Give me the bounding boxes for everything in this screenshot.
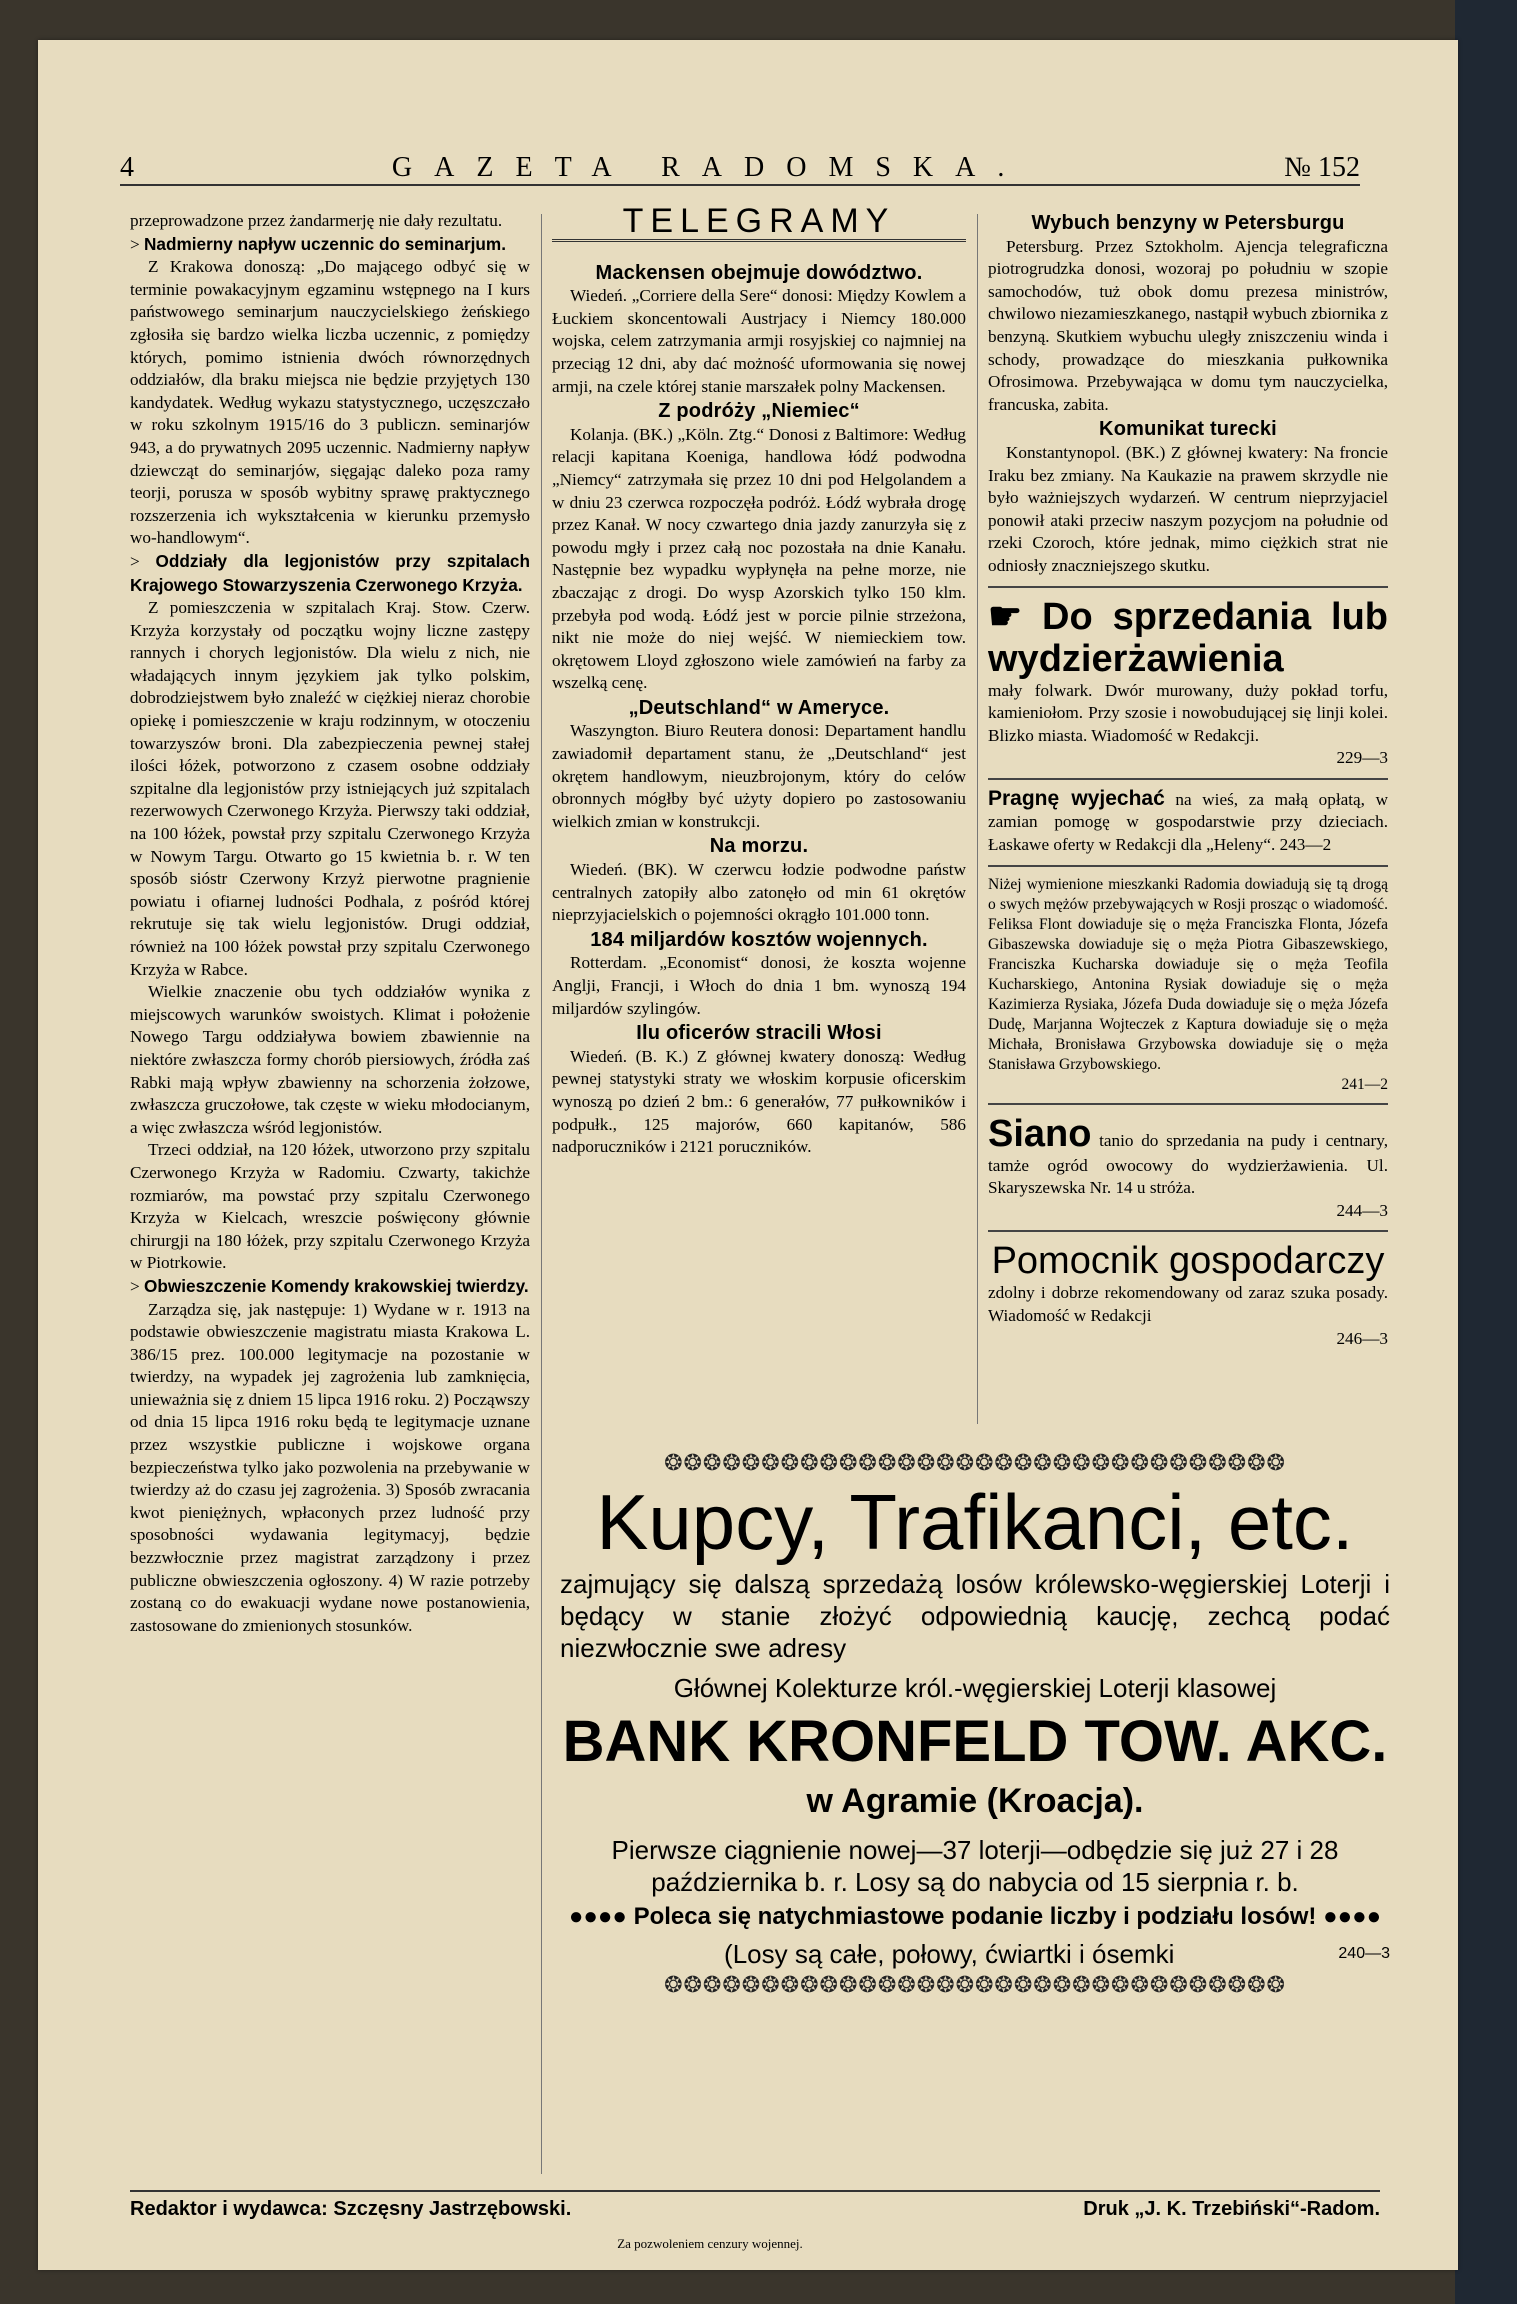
column-2 bbox=[552, 202, 966, 1159]
ornament-icon: ●●●● bbox=[568, 1903, 634, 1930]
ornament-border: ❂❂❂❂❂❂❂❂❂❂❂❂❂❂❂❂❂❂❂❂❂❂❂❂❂❂❂❂❂❂❂❂ bbox=[664, 1972, 1286, 1997]
ad-title: ☛ Do sprzedania lub wydzierżawienia bbox=[988, 595, 1388, 680]
ad-text: Niżej wymienione mieszkanki Radomia dowiadują się tą drogą o swych mężów przebywających w Rosji prosząc o wiadomość. Feliksa Flont dowiaduje się o męża Franciszka Flonta, Józefa Gibaszewska dowiaduje się o męża Piotra Gibaszewskiego, Franciszka Kucharska dowiaduje się o męża Teofila Kucharskiego, Antonina Rysiak dowiaduje się o męża Kazimierza Rysiaka, Józefa Duda dowiaduje się o męża Józefa Dudę, Marjanna Wojteczek z Kaptura dowiaduje się o męża Michała, Bronisława Grzybowska dowiaduje się o męża Stanisława Grzybowskiego. bbox=[988, 875, 1388, 1073]
article-body: Wiedeń. (B. K.) Z głównej kwatery donoszą: Według pewnej statystyki straty we włoskim korpusie oficerskim wynoszą po dzień 2 bm.: 6 generałów, 77 pułkowników i podpułk., 125 majorów, 660 kapitanów, 586 nadporuczników i 2121 poruczników. bbox=[552, 1046, 966, 1157]
article-heading: Z podróży „Niemiec“ bbox=[658, 400, 860, 423]
article-body: Wielkie znaczenie obu tych oddziałów wynika z miejscowych warunków swoistych. Klimat i położenie Nowego Targu oddziaływa bowiem zbawiennie na niektóre zwłaszcza formy chorób piersiowych, źródła zaś Rabki mają wpływ zbawienny na schorzenia żołzowe, zwłaszcza gruczołowe, tak częste w wieku młodocianym, a więc zwłaszcza wśród legjonistów. bbox=[130, 982, 530, 1137]
article-body: Konstantynopol. (BK.) Z głównej kwatery: Na froncie Iraku bez zmiany. Na Kaukazie na prawem skrzydle nie było ważniejszych wydarzeń. W centrum nieprzyjaciel ponowił ataki przeciw naszym pozycjom na południe od rzeki Czoroch, które jednak, mimo ciężkich strat nie odniosły znaczniejszego skutku. bbox=[988, 442, 1388, 575]
article-body: Wiedeń. „Corriere della Sere“ donosi: Między Kowlem a Łuckiem skoncentowali Austrjacy i Niemcy 180.000 wojska, celem zatrzymania armji rosyjskiej co najmniej na przeciąg 12 dni, aby dać możność uformowania się nowej armji, na czele której stanie marszałek polny Mackensen. bbox=[552, 286, 966, 396]
ad-text: Pierwsze ciągnienie nowej—37 loterji—odbędzie się już 27 i 28 października b. r. Losy są do nabycia od 15 sierpnia r. b. bbox=[611, 1835, 1339, 1897]
pointing-hand-icon: ☛ bbox=[988, 595, 1042, 638]
article-heading: Nadmierny napływ uczennic do seminarjum. bbox=[144, 233, 506, 254]
article-body: Rotterdam. „Economist“ donosi, że koszta wojenne Anglji, Francji, i Włoch do dnia 1 bm. wynoszą 194 miljardów szylingów. bbox=[552, 953, 966, 1018]
article-continuation: przeprowadzone przez żandarmerję nie dały rezultatu. bbox=[130, 211, 503, 230]
bank-city: w Agramie (Kroacja). bbox=[806, 1782, 1144, 1820]
divider bbox=[988, 1103, 1388, 1105]
ad-title: Pragnę wyjechać bbox=[988, 786, 1165, 810]
article-heading: „Deutschland“ w Ameryce. bbox=[628, 696, 890, 719]
article-body: Z Krakowa donoszą: „Do mającego odbyć się w terminie powakacyjnym egzaminu wstępnego na I kurs państwowego seminarjum nauczycielskiego żeńskiego zgłosiła się bardzo wielka liczba uczennic, z pomiędzy których, pomimo istnienia dwóch równorzędnych oddziałów, dla braku miejsca nie będzie przyjętych 130 kandydatek. Według wykazu statystycznego, uczęszczało w roku szkolnym 1915/16 do 3 publiczn. seminarjów 943, a do prywatnych 2095 uczennic. Nadmierny napływ dziewcząt do seminarjów, sięgając daleko poza ramy teorji, porusza w sposób wybitny sprawę praktycznego rozszerzenia ich wykształcenia w kierunku przemysło wo-handlowym“. bbox=[130, 257, 530, 548]
divider bbox=[988, 865, 1388, 867]
printer-line: Druk „J. K. Trzebiński“-Radom. bbox=[1083, 2198, 1380, 2220]
issue-number: № 152 bbox=[1284, 152, 1360, 183]
arrow-icon: > bbox=[130, 234, 144, 254]
ad-text: zdolny i dobrze rekomendowany od zaraz szuka posady. Wiadomość w Redakcji bbox=[988, 1283, 1388, 1326]
article-body: Kolanja. (BK.) „Köln. Ztg.“ Donosi z Baltimore: Według relacji kapitana Koeniga, handlowa łódź podwodna „Niemcy“ zatrzymała się przez 10 dni pod Helgolandem a w dniu 23 czerwca rozpoczęła podróż. Łódź wybrała drogę przez Kanał. W nocy czwartego dnia jazdy zanurzyła się z powodu mgły i przez całą noc pozostała na dnie Kanału. Następnie bez wypadku wypłynęła na pełne morze, nie zbaczając z drogi. Do wysp Azorskich tylko 150 klm. przebyła pod wodą. Łódź jest w porcie pilnie strzeżona, nikt nie może do niej wejść. W niemieckiem tow. okrętowem Lloyd zgłoszono wiele zamówień na farby za wszelką cenę. bbox=[552, 424, 966, 693]
ad-text: Głównej Kolekturze król.-węgierskiej Loterji klasowej bbox=[673, 1673, 1277, 1703]
bank-name: BANK KRONFELD TOW. AKC. bbox=[562, 1709, 1388, 1774]
divider bbox=[988, 1230, 1388, 1232]
ad-text: (Losy są całe, połowy, ćwiartki i ósemki 240—3 bbox=[560, 1936, 1390, 1972]
column-divider-1 bbox=[541, 214, 542, 2174]
ad-text: ●●●● Poleca się natychmiastowe podanie liczby i podziału losów! ●●●● bbox=[568, 1903, 1382, 1930]
article-body: Trzeci oddział, na 120 łóżek, utworzono przy szpitalu Czerwonego Krzyża w Radomiu. Czwarty, takichże rozmiarów, ma powstać przy szpitalu Czerwonego Krzyża w Kielcach, wreszcie poświęcony głównie chirurgji na 180 łóżek, przy szpitalu Czerwonego Krzyża w Piotrkowie. bbox=[130, 1140, 530, 1273]
article-body: Waszyngton. Biuro Reutera donosi: Departament handlu zawiadomił departament stanu, że „Deutschland“ jest okrętem handlowym, nieuzbrojonym, który do celów obronnych mógłby być użyty dopiero po zastosowaniu wielkich zmian w konstrukcji. bbox=[552, 721, 966, 831]
ad-number: 244—3 bbox=[1336, 1200, 1388, 1220]
ad-headline: Kupcy, Trafikanci, etc. bbox=[596, 1478, 1354, 1566]
ad-text: zajmujący się dalszą sprzedażą losów królewsko-węgierskiej Loterji i będący w stanie złożyć odpowiednią kaucję, zechcą podać niezwłocznie swe adresy bbox=[560, 1569, 1390, 1663]
article-body: Zarządza się, jak następuje: 1) Wydane w r. 1913 na podstawie obwieszczenie magistratu miasta Krakowa L. 386/15 prez. 100.000 legitymacje na pozostanie w twierdzy, na wypadek jej zagrożenia lub zamknięcia, unieważnia się z dniem 15 lipca 1916 roku. 2) Począwszy od dnia 15 lipca 1916 roku będą te legitymacje uznane przez wszystkie publiczne i wojskowe organa bezpieczeństwa tylko jako pozwolenia na przebywanie w twierdzy aż do czasu jej zagrożenia. 3) Sposób zwracania kwot pieniężnych, wpłaconych przez ludność przy sposobności wydawania legitymacyj, będzie bezzwłocznie przez magistrat zarządzony i przez publiczne obwieszczenia ogłoszony. 4) W razie potrzeby zostaną co do ewakuacji wydane nowe postanowienia, zastosowane do zmienionych stosunków. bbox=[130, 1299, 530, 1635]
ornament-icon: ●●●● bbox=[1316, 1903, 1382, 1930]
ad-number: 229—3 bbox=[1336, 748, 1388, 768]
ad-number: 246—3 bbox=[1336, 1328, 1388, 1348]
ornament-border: ❂❂❂❂❂❂❂❂❂❂❂❂❂❂❂❂❂❂❂❂❂❂❂❂❂❂❂❂❂❂❂❂ bbox=[664, 1450, 1286, 1475]
section-title: TELEGRAMY bbox=[552, 210, 966, 242]
ad-number: 243—2 bbox=[1279, 835, 1332, 855]
ad-text: mały folwark. Dwór murowany, duży pokład torfu, kamieniołom. Przy szosie i nowobudującej się linji kolei. Blizko miasta. Wiadomość w Redakcji. bbox=[988, 680, 1388, 745]
article-heading: Oddziały dla legjonistów przy szpitalach Krajowego Stowarzyszenia Czerwonego Krzyża. bbox=[130, 550, 530, 595]
article-heading: Komunikat turecki bbox=[1099, 418, 1277, 441]
article-body: Petersburg. Przez Sztokholm. Ajencja telegraficzna piotrogrudzka donosi, wozoraj po południu w szopie samochodów, tuż obok domu prezesa ministrów, chwilowo niezamieszkanego, nastąpił wybuch zbiornika z benzyną. Skutkiem wybuchu uległy zniszczeniu winda i schody, prowadzące do mieszkania pułkownika Ofrosimowa. Przebywająca w domu tym nauczycielka, francuska, zabita. bbox=[988, 236, 1388, 414]
article-body: Z pomieszczenia w szpitalach Kraj. Stow. Czerw. Krzyża korzystały od początku wojny liczne zastępy rannych i chorych legjonistów. Dla wielu z nich, nie władających innym językiem jak tylko polskim, dobrodziejstwem było znaleźć w ciężkiej nieraz chorobie opiekę i pomieszczenie w kraju rodzinnym, w otoczeniu towarzyszów broni. Dla zabezpieczenia pewnej stałej ilości łóżek, potworzono z czasem osobne oddziały szpitalne dla legjonistów przy istniejących już szpitalach rezerwowych Czerwonego Krzyża. Pierwszy taki oddział, na 100 łóżek, powstał przy szpitalu Czerwonego Krzyża w Nowym Targu. Otwarto go 15 kwietnia b. r. W ten sposób sióstr Czerwony Krzyż pierwotne pragnienie powiatu i ofiarnej ludności Podhala, z pośród której rekrutuje się tak wielu legjonistów. Drugi oddział, również na 100 łóżek powstał przy szpitalu Czerwonego Krzyża w Rabce. bbox=[130, 598, 530, 979]
column-3 bbox=[988, 210, 1388, 1350]
article-body: Wiedeń. (BK). W czerwcu łodzie podwodne państw centralnych zatopiły albo zatonęło od min 61 okrętów nieprzyjacielskich o pojemności okrągło 101.000 tonn. bbox=[552, 860, 966, 925]
binding-spine bbox=[1455, 0, 1517, 2304]
divider bbox=[988, 778, 1388, 780]
ad-title: Siano bbox=[988, 1112, 1092, 1155]
ad-number: 241—2 bbox=[1341, 1075, 1388, 1093]
arrow-icon: > bbox=[130, 1276, 144, 1296]
ad-title: Pomocnik gospodarczy bbox=[991, 1240, 1385, 1283]
divider bbox=[988, 586, 1388, 588]
column-divider-2 bbox=[977, 214, 978, 1424]
editor-line: Redaktor i wydawca: Szczęsny Jastrzębowski. bbox=[130, 2198, 572, 2220]
page-header bbox=[120, 148, 1360, 186]
article-heading: Ilu oficerów stracili Włosi bbox=[636, 1022, 882, 1045]
arrow-icon: > bbox=[130, 551, 156, 571]
article-heading: Wybuch benzyny w Petersburgu bbox=[1031, 212, 1345, 234]
ad-number: 240—3 bbox=[1338, 1945, 1390, 1962]
article-heading: Obwieszczenie Komendy krakowskiej twierdzy. bbox=[144, 1275, 529, 1296]
column-1 bbox=[130, 210, 530, 1637]
article-heading: Mackensen obejmuje dowództwo. bbox=[595, 261, 923, 284]
lottery-ad bbox=[560, 1450, 1390, 1998]
imprint bbox=[130, 2190, 1380, 2221]
article-heading: 184 miljardów kosztów wojennych. bbox=[590, 928, 928, 951]
ad-text: tanio do sprzedania na pudy i centnary, tamże ogród owocowy do wydzierżawienia. Ul. Skaryszewska Nr. 14 u stróża. bbox=[988, 1130, 1388, 1198]
newspaper-title: GAZETA RADOMSKA. bbox=[391, 152, 1027, 183]
ad-text: na wieś, za małą opłatą, w zamian pomogę w gospodarstwie przy dzieciach. Łaskawe oferty w Redakcji dla „Heleny“. bbox=[988, 789, 1388, 855]
article-heading: Na morzu. bbox=[709, 835, 809, 858]
page-number: 4 bbox=[120, 152, 134, 183]
censor-note: Za pozwoleniem cenzury wojennej. bbox=[617, 2236, 803, 2251]
